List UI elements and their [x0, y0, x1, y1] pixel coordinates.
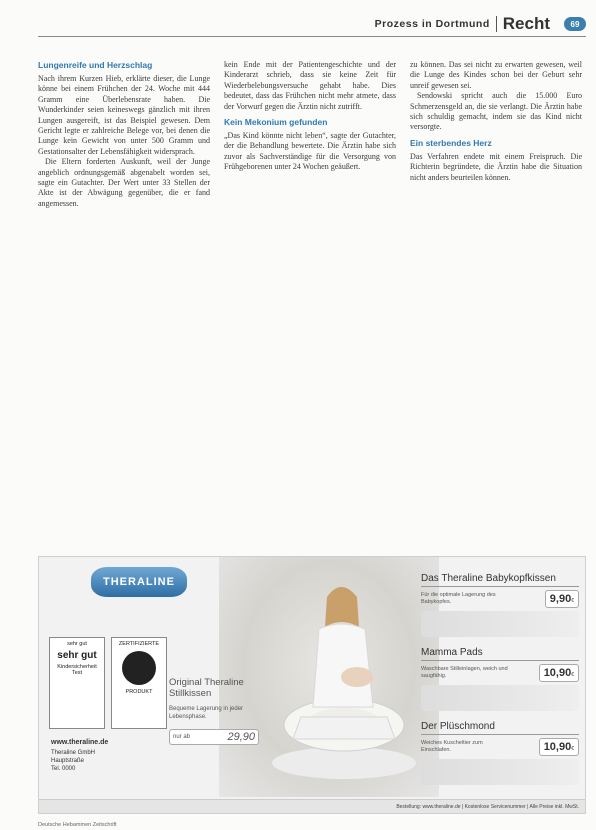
ad-product[interactable]	[421, 647, 579, 711]
paragraph: Das Verfahren endete mit einem Freispruch. Die Richterin begründete, die Ärztin habe die Situation nicht anders beurteilen können.	[410, 151, 582, 182]
page-header	[375, 14, 586, 34]
paragraph: Nach ihrem Kurzen Hieb, erklärte dieser, die Lunge könne bei einem Frühchen der 24. Woche mit 444 Gramm eine Überlebensrate haben. Die Wunderkinder seien keineswegs gänzlich mit ihren Lungen ausgereift, ist das Beispiel gewesen. Dem Gericht legte er zahlreiche Belege vor, bei denen die Lunge kein Gewicht von unter 500 Gramm und Gestationsalter der Lebensfähigkeit widersprach.	[38, 74, 210, 156]
paragraph: zu können. Das sei nicht zu erwarten gewesen, weil die Lunge des Kindes schon bei der Geburt sehr unreif gewesen sei.	[410, 60, 582, 90]
product-price-box	[539, 664, 579, 682]
category-title: Recht	[502, 14, 550, 33]
ad-contact	[51, 739, 108, 773]
product-image	[421, 685, 579, 711]
header-rule	[38, 36, 586, 37]
product-row	[421, 590, 579, 608]
paragraph: Die Eltern forderten Auskunft, weil der Junge angeblich ordnungsgemäß abgenabelt worden sei, sagte ein Gutachter. Der Wert unter 33 Stellen der Akte ist der Abwägung gegenüber, die er fand angemessen.	[38, 157, 210, 208]
ad-product[interactable]	[421, 721, 579, 785]
product-price-unit: €	[571, 598, 574, 604]
article-column-1	[38, 60, 210, 542]
product-row	[421, 738, 579, 756]
certified-product-badge	[111, 637, 167, 729]
subheading: Ein sterbendes Herz	[410, 137, 492, 148]
ad-contact-line: Tel. 0000	[51, 766, 76, 772]
product-title: Der Plüschmond	[421, 721, 579, 735]
ad-claim-body: Bequeme Lagerung in jeder Lebensphase.	[169, 706, 244, 720]
test-seal-badge	[49, 637, 105, 729]
theraline-logo: THERALINE	[91, 567, 187, 597]
mother-and-baby-photo	[269, 567, 419, 787]
ad-contact-line: Theraline GmbH	[51, 750, 96, 756]
paragraph: „Das Kind könnte nicht leben“, sagte der Gutachter, der die Behandlung bewertete. Die Ärztin habe sich zuvor als Sachverständige für die Versorgung von Frühgeborenen unter 24 Wochen geäußert.	[224, 131, 396, 172]
ad-claim	[169, 677, 259, 745]
page-number-badge: 69	[564, 17, 586, 31]
ad-footer: Bestellung: www.theraline.de | Kostenlose Servicenummer | Alle Preise inkl. MwSt.	[39, 799, 585, 813]
price-prefix: nur ab	[173, 734, 191, 740]
ad-claim-headline: Original Theraline Stillkissen	[169, 677, 244, 699]
page-footer: Deutsche Hebammen Zeitschrift	[38, 822, 117, 828]
product-description: Für die optimale Lagerung des Babykopfes.	[421, 592, 496, 605]
advertisement[interactable]	[38, 556, 586, 814]
badge-label: sehr gut	[67, 641, 87, 647]
product-image	[421, 759, 579, 785]
product-price: 9,90	[549, 593, 572, 605]
product-title: Das Theraline Babykopfkissen	[421, 573, 579, 587]
badge-subtitle: PRODUKT	[125, 689, 153, 695]
subheading: Kein Mekonium gefunden	[224, 117, 328, 128]
product-description: Waschbare Stilleinlagen, weich und saugfähig.	[421, 666, 508, 679]
product-description: Weiches Kuscheltier zum Einschlafen.	[421, 740, 483, 753]
stillkissen-price-box	[169, 729, 259, 745]
seal-icon	[122, 651, 156, 685]
badge-caption: Kindersicherheit Test	[57, 664, 97, 676]
product-price-unit: €	[571, 672, 574, 678]
section-title: Prozess in Dortmund	[374, 18, 490, 30]
product-price: 10,90	[543, 741, 572, 753]
subheading: Lungenreife und Herzschlag	[38, 60, 153, 70]
product-title: Mamma Pads	[421, 647, 579, 661]
product-image	[421, 611, 579, 637]
ad-product[interactable]	[421, 573, 579, 637]
ad-contact-line: Hauptstraße	[51, 758, 85, 764]
article-column-3	[410, 60, 582, 542]
quality-badges	[49, 637, 167, 729]
ad-website-link[interactable]: www.theraline.de	[51, 739, 109, 746]
paragraph: Sendowski spricht auch die 15.000 Euro Schmerzensgeld an, die sie verlangt. Die Ärztin habe sich schuldig gemacht, indem sie das Kind nicht versorgte.	[410, 91, 582, 132]
stillkissen-price: 29,90	[227, 731, 255, 743]
article-body	[38, 60, 586, 542]
product-price-unit: €	[571, 746, 574, 752]
badge-rating: sehr gut	[57, 650, 97, 661]
product-price-box	[545, 590, 579, 608]
paragraph: kein Ende mit der Patientengeschichte und der Kinderarzt schrieb, dass sie keine Zeit für Wiederbelebungsversuche gehabt habe. Dies bedeutet, dass das Frühchen nicht mehr atmete, dass der Vorwurf gegen die Ärztin nicht zutrifft.	[224, 60, 396, 111]
badge-title: ZERTIFIZIERTE	[118, 641, 160, 647]
product-price: 10,90	[543, 667, 572, 679]
article-column-2	[224, 60, 396, 542]
product-price-box	[539, 738, 579, 756]
ad-product-list	[421, 573, 579, 795]
product-row	[421, 664, 579, 682]
header-divider	[496, 16, 497, 32]
